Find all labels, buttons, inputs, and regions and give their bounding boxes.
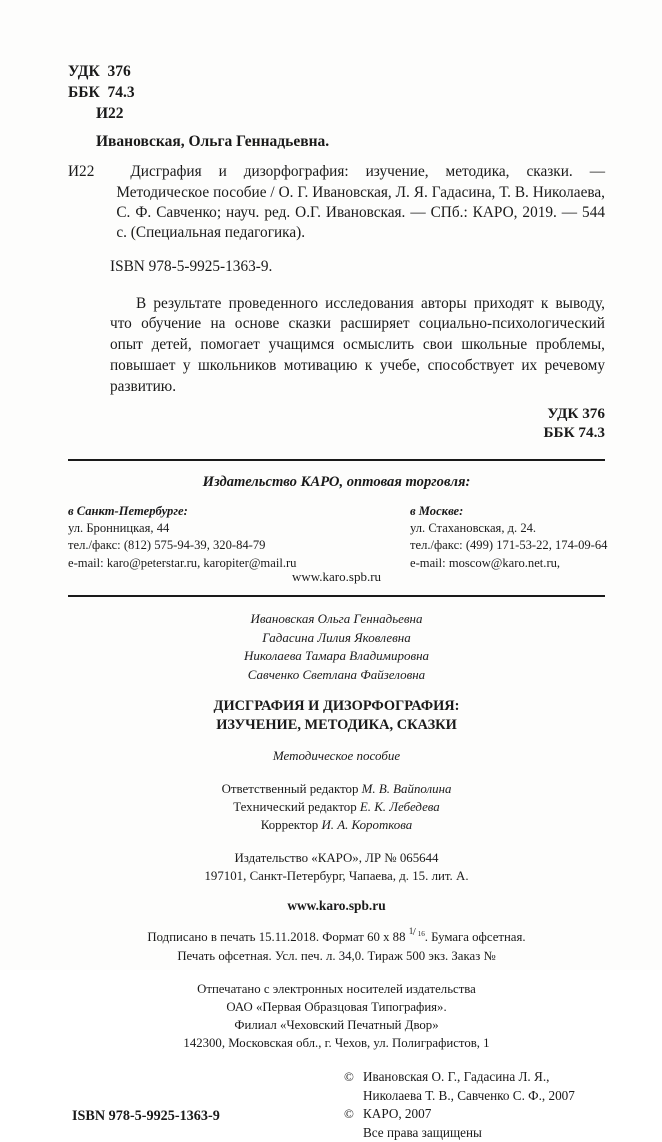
fraction-slash: / xyxy=(412,926,416,939)
colophon-title-line2: ИЗУЧЕНИЕ, МЕТОДИКА, СКАЗКИ xyxy=(216,716,457,733)
credit-name: И. А. Короткова xyxy=(321,818,413,832)
copyright-row-authors xyxy=(344,1068,575,1086)
copyright-icon: © xyxy=(344,1069,354,1085)
printer-line: 142300, Московская обл., г. Чехов, ул. Полиграфистов, 1 xyxy=(183,1036,490,1051)
publisher-website: www.karo.spb.ru xyxy=(291,569,382,585)
printer-line: Филиал «Чеховский Печатный Двор» xyxy=(234,1018,439,1033)
credit-row xyxy=(68,799,605,817)
contact-city-moscow: в Москве: xyxy=(410,504,464,519)
contact-column-moscow xyxy=(410,503,607,572)
bbk-repeat: ББК 74.3 xyxy=(543,424,605,442)
udk-repeat: УДК 376 xyxy=(547,404,605,422)
author-code-line: И22 xyxy=(96,104,124,122)
copyright-authors-line1: Ивановская О. Г., Гадасина Л. Я., xyxy=(363,1069,550,1085)
imprint-line2: 197101, Санкт-Петербург, Чапаева, д. 15. лит. А. xyxy=(204,868,469,883)
contact-phone-moscow: тел./факс: (499) 171-53-22, 174-09-64 xyxy=(410,538,608,553)
divider-rule-top xyxy=(68,459,605,461)
colophon-author: Гадасина Лилия Яковлевна xyxy=(262,629,411,645)
print-specifications xyxy=(68,925,605,964)
copyright-publisher: КАРО, 2007 xyxy=(363,1106,432,1122)
contact-email-spb: e-mail: karo@peterstar.ru, karopiter@mail.ru xyxy=(68,555,297,570)
isbn-main: ISBN 978-5-9925-1363-9. xyxy=(110,257,273,275)
imprint-line1: Издательство «КАРО», ЛР № 065644 xyxy=(234,850,439,865)
colophon-title xyxy=(68,697,605,734)
copyright-block xyxy=(344,1068,575,1142)
page-content xyxy=(68,62,608,1140)
colophon-website: www.karo.spb.ru xyxy=(287,898,386,914)
bibliographic-description xyxy=(68,162,605,243)
printer-line: ОАО «Первая Образцовая Типография». xyxy=(226,999,447,1014)
printing-house-block xyxy=(68,980,605,1053)
trade-title: Издательство КАРО, оптовая торговля: xyxy=(202,474,471,491)
credit-role: Технический редактор xyxy=(233,800,360,815)
divider-rule-bottom xyxy=(68,595,605,597)
biblio-code: И22 xyxy=(68,163,95,181)
format-fraction xyxy=(408,925,425,942)
colophon-author: Савченко Светлана Файзеловна xyxy=(247,666,426,682)
print-specs-line1 xyxy=(68,925,605,946)
author-heading: Ивановская, Ольга Геннадьевна. xyxy=(96,133,330,151)
annotation-paragraph: В результате проведенного исследования авторы приходят к выводу, что обучение на основе сказки расширяет социально-психологический опыт детей, помогает учащимся осмыслить свои школьные проблемы, повышает у школьников мотивацию к учебе, способствует их речевому развитию. xyxy=(110,294,605,395)
contact-city-spb: в Санкт-Петербурге: xyxy=(68,504,188,519)
contact-phone-spb: тел./факс: (812) 575-94-39, 320-84-79 xyxy=(68,538,266,553)
bbk-code-line: ББК 74.3 xyxy=(68,83,135,101)
biblio-text: Дисграфия и дизорфография: изучение, методика, сказки. — Методическое пособие / О. Г. Ивановская, Л. Я. Гадасина, Т. В. Николаева, С. Ф. Савченко; науч. ред. О.Г. Ивановская. — СПб.: КАРО, 2019. — 544 с. (Специальная педагогика). xyxy=(116,163,605,242)
imprint-block xyxy=(68,850,605,886)
contact-email-moscow: e-mail: moscow@karo.net.ru, xyxy=(410,555,561,570)
credit-name: Е. К. Лебедева xyxy=(359,800,440,815)
page-footer xyxy=(68,1068,605,1140)
udk-code-line: УДК 376 xyxy=(68,63,131,80)
colophon-authors xyxy=(68,610,605,684)
credit-role: Корректор xyxy=(260,818,322,832)
credit-row xyxy=(68,817,605,835)
classification-codes xyxy=(68,62,605,124)
credit-name: М. В. Вайполина xyxy=(361,782,452,797)
udk-repeat-block xyxy=(68,404,605,444)
contact-address-spb: ул. Бронницкая, 44 xyxy=(68,521,170,536)
print-specs-suffix: . Бумага офсетная. xyxy=(424,930,526,945)
contacts-block xyxy=(68,503,608,573)
copyright-icon: © xyxy=(344,1106,354,1122)
credit-row xyxy=(68,781,605,799)
isbn-footer: ISBN 978-5-9925-1363-9 xyxy=(72,1108,220,1125)
copyright-authors-line2: Николаева Т. В., Савченко С. Ф., 2007 xyxy=(363,1087,575,1103)
fraction-numerator: 1 xyxy=(408,925,414,936)
print-specs-line2: Печать офсетная. Усл. печ. л. 34,0. Тираж 500 экз. Заказ № xyxy=(177,948,496,963)
colophon-author: Николаева Тамара Владимировна xyxy=(243,648,430,664)
contact-column-spb xyxy=(68,503,296,572)
editorial-credits xyxy=(68,781,605,834)
colophon-subtitle: Методическое пособие xyxy=(272,748,401,764)
rights-reserved: Все права защищены xyxy=(363,1124,482,1140)
colophon-title-line1: ДИСГРАФИЯ И ДИЗОРФОГРАФИЯ: xyxy=(213,697,460,714)
print-specs-prefix: Подписано в печать 15.11.2018. Формат 60 x 88 xyxy=(147,930,409,945)
credit-role: Ответственный редактор xyxy=(221,782,362,797)
copyright-row-publisher xyxy=(344,1105,575,1123)
colophon-block xyxy=(68,610,605,1052)
printer-line: Отпечатано с электронных носителей издательства xyxy=(197,981,476,996)
colophon-author: Ивановская Ольга Геннадьевна xyxy=(250,611,423,627)
contact-address-moscow: ул. Стахановская, д. 24. xyxy=(410,521,537,536)
fraction-denominator: 16 xyxy=(417,930,425,939)
